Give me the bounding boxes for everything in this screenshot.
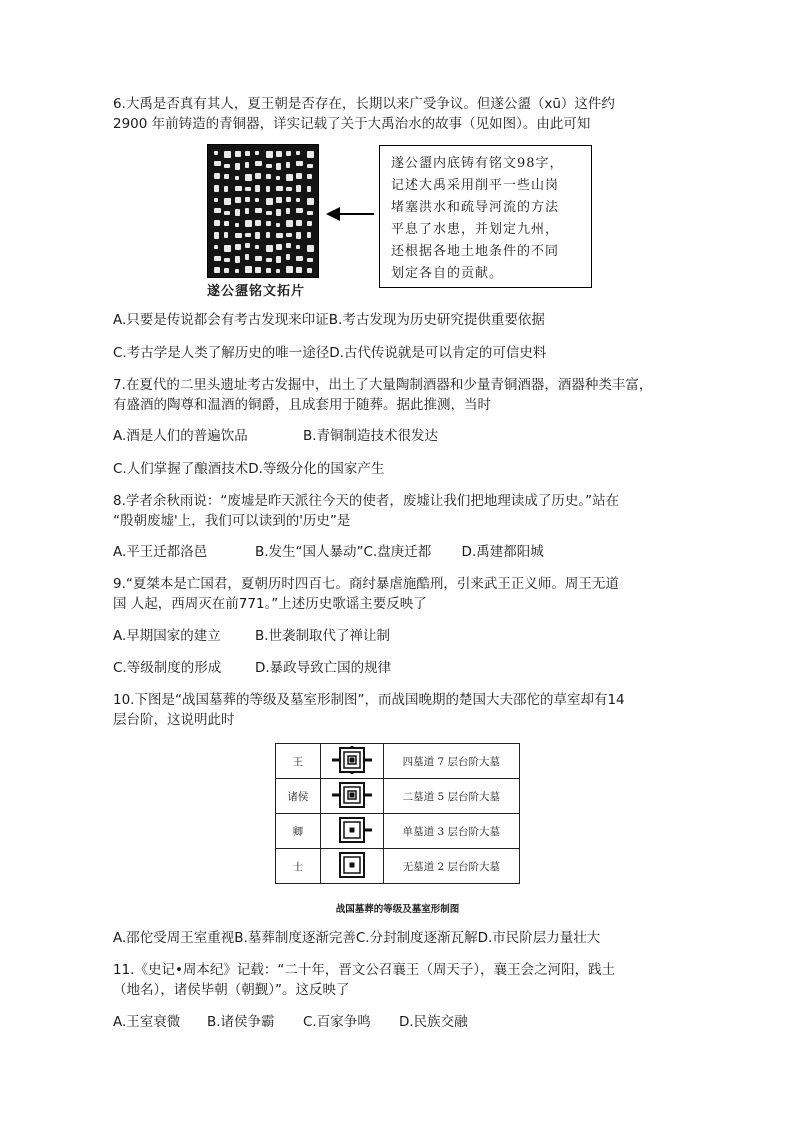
option-a[interactable]: A.酒是人们的普遍饮品 [113,428,248,444]
inscription-glyph [266,198,273,205]
inscription-glyph [235,256,240,263]
inscription-glyph [245,233,251,237]
inscription-glyph [245,208,249,214]
question-9-stem-line-2: 国 人起，西周灭在前771。”上述历史歌谣主要反映了 [113,596,427,612]
inscription-glyph [266,174,271,179]
description-line: 遂公盨内底铸有铭文98字， [391,156,564,171]
inscription-glyph [224,211,230,215]
option-b[interactable]: B.诸侯争霸 [207,1014,275,1030]
description-line: 划定各自的贡献。 [391,266,504,281]
inscription-glyph [296,151,300,155]
burial-chamber [349,757,354,762]
inscription-glyph [276,197,282,203]
inscription-glyph [296,198,300,202]
inscription-glyph [286,266,293,273]
inscription-glyph [255,161,262,166]
inscription-glyph [235,233,242,238]
inscription-glyph [235,151,241,157]
option-b[interactable]: B.世袭制取代了禅让制 [255,628,391,644]
inscription-glyph [307,174,312,179]
inscription-glyph [276,163,281,170]
inscription-glyph [307,268,312,273]
inscription-glyph [276,186,283,191]
inscription-glyph [266,268,271,273]
option-d[interactable]: D.禹建都阳城 [461,544,544,560]
inscription-glyph [296,185,301,192]
description-cell: 二墓道 5 层台阶大墓 [383,779,519,814]
inscription-glyph [255,245,259,249]
inscription-glyph [307,186,311,192]
inscription-glyph [255,256,262,261]
inscription-glyph [214,208,221,213]
table-row [276,849,520,884]
inscription-column [266,151,274,273]
inscription-glyph [255,185,260,192]
inscription-glyph [245,220,252,227]
inscription-glyph [286,243,291,248]
question-9-stem-line-1: 9.“夏桀本是亡国君，夏朝历时四百七。商纣暴虐施酷刑，引来武王正义师。周王无道 [113,576,619,592]
inscription-glyph [266,221,271,226]
inscription-glyph [307,211,313,215]
question-7-options-row-1 [113,426,438,446]
question-6-stem-line-2: 2900 年前铸造的青铜器，详实记载了关于大禹治水的故事（见如图）。由此可知 [113,116,591,132]
inscription-column [307,151,315,273]
inscription-glyph [214,173,220,179]
option-b[interactable]: B.考古发现为历史研究提供重要依据 [328,312,545,328]
inscription-glyph [266,164,272,168]
inscription-glyph [276,209,281,216]
inscription-glyph [224,221,229,226]
burial-chamber [349,827,354,832]
inscription-glyph [286,174,293,181]
inscription-glyph [286,220,293,227]
option-a[interactable]: A.只要是传说都会有考古发现来印证 [113,312,329,328]
inscription-glyph [224,186,228,192]
question-6-options-row-1 [113,310,545,330]
inscription-column [214,151,222,273]
inscription-rubbing-image [207,144,319,278]
tomb-plan-diagram [330,850,374,880]
rank-cell: 卿 [276,814,321,849]
rank-cell: 诸侯 [276,779,321,814]
question-9-options-row-1 [113,626,390,646]
question-7-stem-line-2: 有盛酒的陶尊和温酒的铜爵，且成套用于随葬。据此推测，当时 [113,397,491,413]
option-d[interactable]: D.民族交融 [399,1014,468,1030]
inscription-glyph [255,208,262,213]
tomb-plan-cell [320,744,383,779]
description-line: 平息了水患，并划定九州， [391,222,560,237]
table-row [276,744,520,779]
inscription-glyph [286,233,292,237]
inscription-glyph [266,245,273,252]
tomb-plan-cell [320,814,383,849]
description-cell: 无墓道 2 层台阶大墓 [383,849,519,884]
rank-cell: 王 [276,744,321,779]
question-11-options-row [113,1012,468,1032]
inscription-glyph [266,211,272,215]
inscription-glyph [214,185,219,192]
inscription-column [255,151,263,273]
description-cell: 单墓道 3 层台阶大墓 [383,814,519,849]
inscription-glyph [307,198,314,205]
inscription-column [276,151,284,273]
inscription-glyph [276,269,280,273]
inscription-glyph [214,220,220,226]
inscription-glyph [266,258,272,262]
inscription-glyph [266,151,273,158]
table-row [276,814,520,849]
inscription-glyph [214,151,218,155]
inscription-glyph [255,220,261,226]
option-a[interactable]: A.邵佗受周王室重视 [113,930,235,946]
tomb-figure-caption: 战国墓葬的等级及墓室形制图 [335,904,460,915]
option-b[interactable]: B.发生“国人暴动” [255,544,364,560]
question-6-stem-line-1: 6.大禹是否真有其人，夏王朝是否存在，长期以来广受争议。但遂公盨（xū）这件约 [113,96,615,112]
inscription-glyph [224,198,231,205]
inscription-glyph [214,161,221,166]
inscription-glyph [296,220,302,226]
tomb-plan-diagram [330,780,374,810]
description-line: 还根据各地土地条件的不同 [391,244,560,259]
inscription-glyph [235,186,242,191]
inscription-glyph [307,258,313,262]
inscription-column [235,151,243,273]
inscription-glyph [266,232,270,238]
table-row [276,779,520,814]
inscription-glyph [214,245,218,249]
description-cell: 四墓道 7 层台阶大墓 [383,744,519,779]
option-a[interactable]: A.王室衰微 [113,1014,181,1030]
inscription-glyph [276,256,281,263]
tomb-hierarchy-table [275,743,520,884]
inscription-glyph [276,223,280,227]
description-line: 堵塞洪水和疏导河流的方法 [391,200,560,215]
inscription-glyph [224,232,228,238]
inscription-glyph [235,176,239,180]
inscription-glyph [235,244,241,250]
inscription-glyph [296,232,301,239]
tomb-plan-cell [320,779,383,814]
inscription-glyph [224,258,230,262]
inscription-glyph [214,267,220,273]
burial-chamber [349,792,354,797]
inscription-glyph [296,256,303,261]
option-d[interactable]: D.古代传说就是可以肯定的可信史料 [329,345,547,361]
rubbing-caption: 遂公盨铭文拓片 [207,284,306,299]
description-line: 记述大禹采用削平一些山岗 [391,178,560,193]
option-c[interactable]: C.等级制度的形成 [113,660,222,676]
inscription-glyph [286,187,292,191]
inscription-glyph [235,163,240,170]
option-d[interactable]: D.市民阶层力量壮大 [477,930,601,946]
question-8-stem-line-2: “殷朝废墟'上，我们可以读到的'历史”是 [113,513,351,529]
rank-cell: 士 [276,849,321,884]
inscription-glyph [307,232,311,238]
inscription-glyph [286,197,291,202]
inscription-glyph [296,173,302,179]
inscription-glyph [286,254,290,260]
inscription-glyph [224,164,230,168]
inscription-glyph [307,164,313,168]
inscription-glyph [266,186,270,192]
question-10-stem-line-1: 10.下图是“战国墓葬的等级及墓室形制图”，而战国晚期的楚国大夫邵佗的草室却有14 [113,692,625,708]
inscription-column [296,151,304,273]
inscription-column [286,151,294,273]
inscription-glyph [214,232,219,239]
tomb-plan-diagram [330,815,374,845]
tomb-plan-diagram [330,745,374,775]
inscription-glyph [255,267,261,273]
inscription-glyph [224,268,229,273]
option-c[interactable]: C.百家争鸣 [303,1014,371,1030]
inscription-glyph [235,269,239,273]
question-8-options-row [113,542,544,562]
tomb-plan-cell [320,849,383,884]
inscription-glyph [224,174,229,179]
option-c[interactable]: C.分封制度逐渐瓦解 [355,930,478,946]
inscription-glyph [255,198,259,202]
inscription-glyph [286,151,291,156]
inscription-glyph [245,174,252,181]
inscription-glyph [245,243,250,248]
option-b[interactable]: B.墓葬制度逐渐完善 [234,930,356,946]
inscription-glyph [276,233,283,238]
inscription-glyph [245,254,249,260]
inscription-glyph [224,245,231,252]
question-11-stem-line-2: （地名），诸侯毕朝（朝觐）”。这反映了 [113,982,350,998]
inscription-glyph [255,173,261,179]
inscription-glyph [276,244,282,250]
option-c[interactable]: C.盘庚迁都 [363,544,432,560]
inscription-glyph [255,232,260,239]
inscription-glyph [286,208,290,214]
inscription-glyph [214,198,218,202]
inscription-glyph [307,151,314,158]
inscription-glyph [307,221,312,226]
option-a[interactable]: A.早期国家的建立 [113,628,221,644]
inscription-glyph [214,256,221,261]
inscription-glyph [296,208,303,213]
inscription-glyph [245,151,250,156]
inscription-glyph [276,151,282,157]
inscription-glyph [245,187,251,191]
question-7-options-row-2 [113,459,384,479]
inscription-glyph [245,162,249,168]
inscription-glyph [286,162,290,168]
option-d[interactable]: D.等级分化的国家产生 [248,461,385,477]
burial-chamber [349,862,354,867]
inscription-glyph [296,245,300,249]
option-b[interactable]: B.青铜制造技术很发达 [303,428,439,444]
inscription-glyph [245,266,252,273]
question-8-stem-line-1: 8.学者余秋雨说：“废墟是昨天派往今天的使者，废墟让我们把地理读成了历史。”站在 [113,493,620,509]
inscription-glyph [296,267,302,273]
inscription-glyph [296,161,303,166]
inscription-column [245,151,253,273]
question-10-stem-line-2: 层台阶，这说明此时 [113,712,235,728]
question-11-stem-line-1: 11.《史记•周本纪》记载：“二十年，晋文公召襄王（周天子），襄王会之河阳，践土 [113,962,616,978]
inscription-glyph [224,151,231,158]
inscription-glyph [307,245,314,252]
inscription-column [224,151,232,273]
question-7-stem-line-1: 7.在夏代的二里头遗址考古发掘中，出土了大量陶制酒器和少量青铜酒器，酒器种类丰富， [113,377,653,393]
option-d[interactable]: D.暴政导致亡国的规律 [255,660,392,676]
question-9-options-row-2 [113,658,391,678]
option-c[interactable]: C.考古学是人类了解历史的唯一途径 [113,345,330,361]
inscription-glyph [245,197,250,202]
arrow-head-icon [326,207,340,221]
inscription-description-box [379,145,592,288]
inscription-glyph [235,223,239,227]
option-c[interactable]: C.人们掌握了酿酒技术 [113,461,249,477]
option-a[interactable]: A.平王迁都洛邑 [113,544,208,560]
inscription-glyph [235,209,240,216]
inscription-glyph [235,197,241,203]
inscription-glyph [255,151,259,155]
inscription-glyph [276,176,280,180]
question-6-options-row-2 [113,343,546,363]
question-10-options-row [113,928,600,948]
